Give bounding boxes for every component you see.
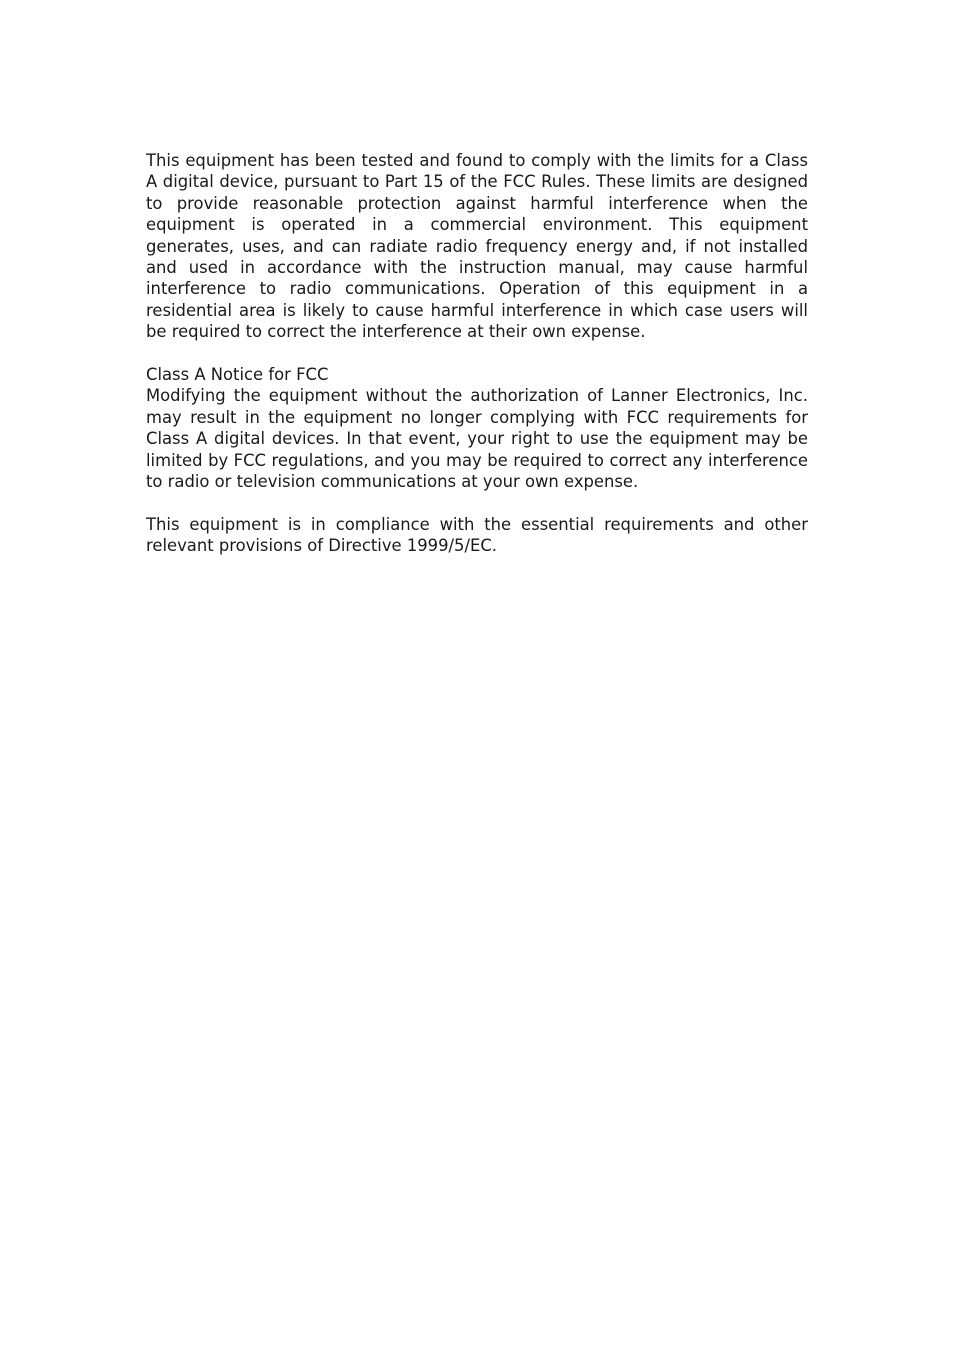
notice-heading: Class A Notice for FCC <box>146 365 329 385</box>
paragraph-spacer <box>146 492 808 513</box>
fcc-compliance-paragraph: This equipment has been tested and found to comply with the limits for a Class A digital device, pursuant to Part 15 of the FCC Rules. These limits are designed to provide reasonable protection against harmful interference when the equipment is operated in a commercial environment. This equipment generates, uses, and can radiate radio frequency energy and, if not installed and used in accordance with the instruction manual, may cause harmful interference to radio communications. Operation of this equipment in a residential area is likely to cause harmful interference in which case users will be required to correct the interference at their own expense. <box>146 151 808 342</box>
modification-warning-paragraph: Modifying the equipment without the authorization of Lanner Electronics, Inc. may result in the equipment no longer complying with FCC requirements for Class A digital devices. In that event, your right to use the equipment may be limited by FCC regulations, and you may be required to correct any interference to radio or television communications at your own expense. <box>146 386 808 492</box>
paragraph-spacer <box>146 343 808 364</box>
document-body <box>146 150 808 557</box>
directive-compliance-paragraph: This equipment is in compliance with the essential requirements and other relevant provisions of Directive 1999/5/EC. <box>146 514 808 556</box>
